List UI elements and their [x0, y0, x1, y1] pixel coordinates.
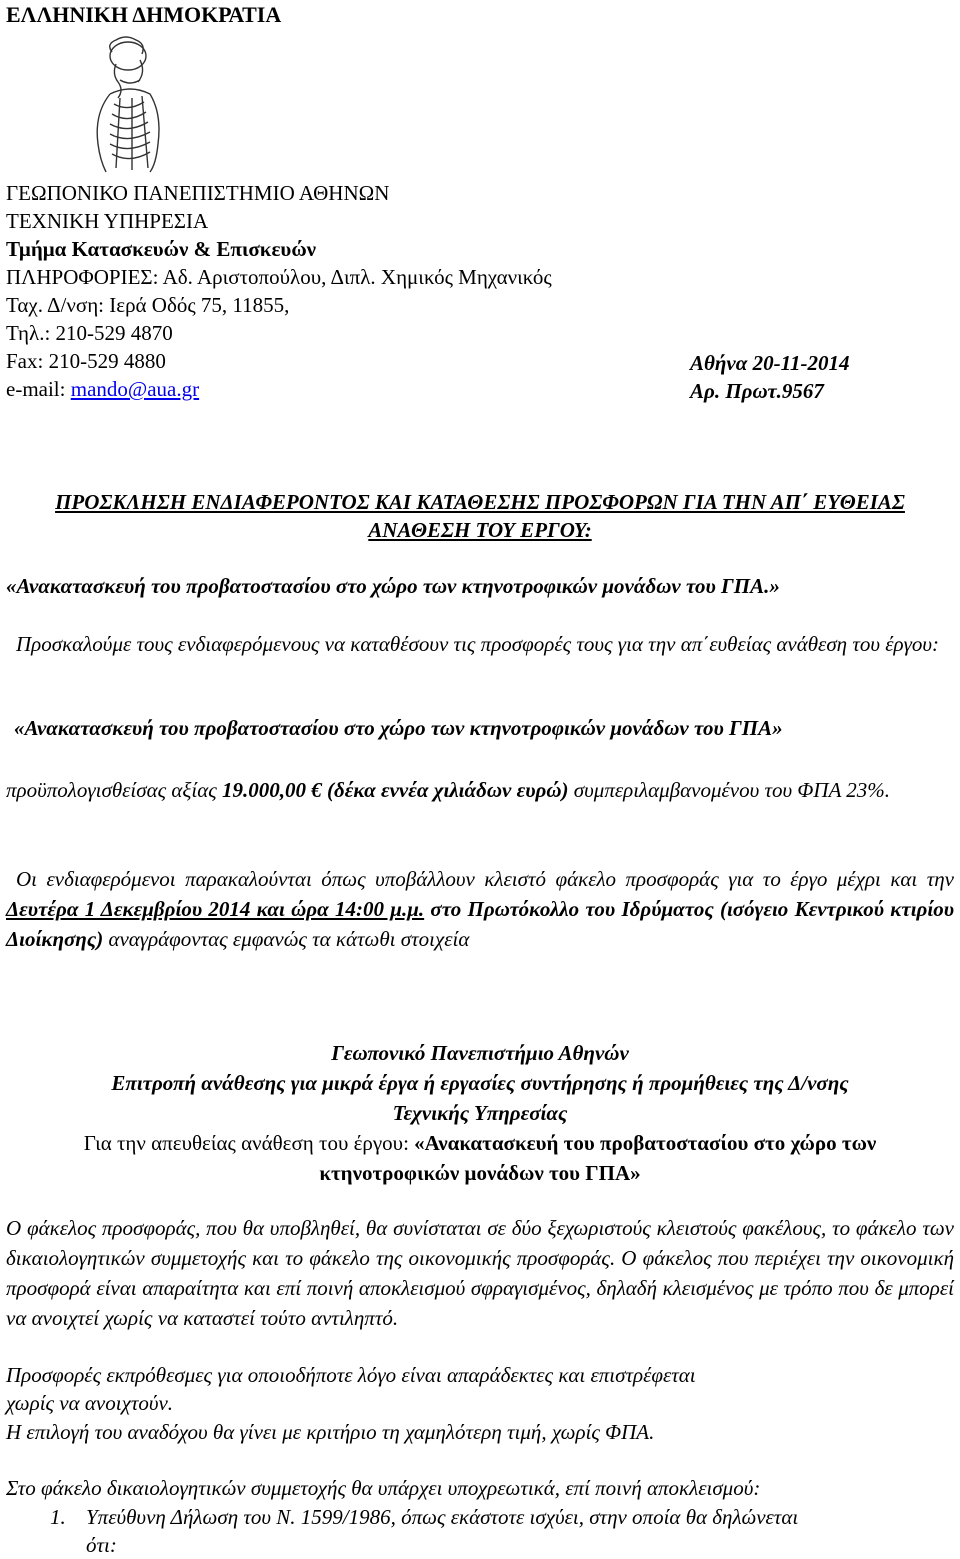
submission-place: στο Πρωτόκολλο του Ιδρύματος (ισόγειο Κεντρικού κτιρίου Διοίκησης): [6, 897, 954, 951]
fax-line: Fax: 210-529 4880: [6, 349, 166, 373]
submission-deadline: Δευτέρα 1 Δεκεμβρίου 2014 και ώρα 14:00 μ.μ.: [6, 897, 425, 921]
envelope-project: «Ανακατασκευή του προβατοστασίου στο χώρο των: [414, 1131, 877, 1155]
info-value: : Αδ. Αριστοπούλου, Διπλ. Χημικός Μηχανικός: [152, 265, 552, 289]
envelope-committee: Επιτροπή ανάθεσης για μικρά έργα ή εργασίες συντήρησης ή προμήθειες της Δ/νσης: [111, 1071, 849, 1095]
late-offers-line1: Προσφορές εκπρόθεσμες για οποιοδήποτε λόγο είναι απαράδεκτες και επιστρέφεται: [6, 1363, 696, 1387]
project-title-repeat: «Ανακατασκευή του προβατοστασίου στο χώρο των κτηνοτροφικών μονάδων του ΓΠΑ»: [14, 716, 783, 740]
submission-instruction: αναγράφοντας εμφανώς τα κάτωθι στοιχεία: [103, 927, 470, 951]
state-heading: ΕΛΛΗΝΙΚΗ ΔΗΜΟΚΡΑΤΙΑ: [6, 2, 282, 27]
list-item-text: Υπεύθυνη Δήλωση του Ν. 1599/1986, όπως εκάστοτε ισχύει, στην οποία θα δηλώνεται: [86, 1505, 799, 1529]
invitation-paragraph: Προσκαλούμε τους ενδιαφερόμενους να καταθέσουν τις προσφορές τους για την απ΄ευθείας ανάθεση του έργου:: [16, 632, 940, 656]
envelope-service: Τεχνικής Υπηρεσίας: [392, 1101, 568, 1125]
protocol-number: Αρ. Πρωτ.9567: [690, 379, 824, 403]
envelope-university: Γεωπονικό Πανεπιστήμιο Αθηνών: [331, 1041, 629, 1065]
document-title-line2: ΑΝΑΘΕΣΗ ΤΟΥ ΕΡΓΟΥ:: [368, 518, 592, 542]
document-title-line1: ΠΡΟΣΚΛΗΣΗ ΕΝΔΙΑΦΕΡΟΝΤΟΣ ΚΑΙ ΚΑΤΑΘΕΣΗΣ ΠΡΟΣΦΟΡΩΝ ΓΙΑ ΤΗΝ ΑΠ΄ ΕΥΘΕΙΑΣ: [55, 490, 905, 514]
submission-paragraph: [6, 864, 954, 954]
required-documents-intro: Στο φάκελο δικαιολογητικών συμμετοχής θα υπάρχει υποχρεωτικά, επί ποινή αποκλεισμού:: [6, 1476, 761, 1500]
envelope-project-cont: κτηνοτροφικών μονάδων του ΓΠΑ»: [319, 1161, 641, 1185]
project-title: «Ανακατασκευή του προβατοστασίου στο χώρο των κτηνοτροφικών μονάδων του ΓΠΑ.»: [6, 574, 780, 598]
address-line: Ταχ. Δ/νση: Ιερά Οδός 75, 11855,: [6, 293, 290, 317]
list-item-text-cont: ότι:: [86, 1533, 117, 1557]
university-logo: [70, 34, 180, 174]
info-line: [6, 265, 552, 290]
phone-line: Τηλ.: 210-529 4870: [6, 321, 173, 345]
envelope-purpose-label: Για την απευθείας ανάθεση του έργου:: [83, 1131, 415, 1155]
list-item-number: 1.: [50, 1505, 66, 1529]
service-name: ΤΕΧΝΙΚΗ ΥΠΗΡΕΣΙΑ: [6, 209, 209, 233]
department-name: Τμήμα Κατασκευών & Επισκευών: [6, 237, 317, 261]
budget-paragraph: [6, 775, 954, 805]
selection-criterion: Η επιλογή του αναδόχου θα γίνει με κριτήριο τη χαμηλότερη τιμή, χωρίς ΦΠΑ.: [6, 1420, 655, 1444]
university-name: ΓΕΩΠΟΝΙΚΟ ΠΑΝΕΠΙΣΤΗΜΙΟ ΑΘΗΝΩΝ: [6, 181, 390, 205]
budget-amount: 19.000,00 € (δέκα εννέα χιλιάδων ευρώ): [222, 778, 569, 802]
budget-prefix: προϋπολογισθείσας αξίας: [6, 778, 223, 802]
date-line: Αθήνα 20-11-2014: [690, 351, 850, 375]
envelope-rules-paragraph: Ο φάκελος προσφοράς, που θα υποβληθεί, θα συνίσταται σε δύο ξεχωριστούς κλειστούς φακέλους, το φάκελο των δικαιολογητικών συμμετοχής και το φάκελο της οικονομικής προσφοράς. Ο φάκελος που περιέχει την οικονομική προσφορά είναι απαραίτητα και επί ποινή αποκλεισμού σφραγισμένος, δηλαδή κλεισμένος με τρόπο που δε μπορεί να ανοιχτεί χωρίς να καταστεί τούτο αντιληπτό.: [6, 1216, 954, 1330]
email-label: e-mail:: [6, 377, 71, 401]
envelope-purpose: [0, 1131, 960, 1156]
submission-text: Οι ενδιαφερόμενοι παρακαλούνται όπως υποβάλλουν κλειστό φάκελο προσφοράς για το έργο μέχρι και την: [16, 867, 954, 891]
email-link[interactable]: mando@aua.gr: [70, 377, 200, 401]
email-line: [6, 377, 199, 402]
budget-suffix: συμπεριλαμβανομένου του ΦΠΑ 23%.: [568, 778, 891, 802]
late-offers-line2: χωρίς να ανοιχτούν.: [6, 1391, 174, 1415]
info-label: ΠΛΗΡΟΦΟΡΙΕΣ: [6, 265, 153, 289]
